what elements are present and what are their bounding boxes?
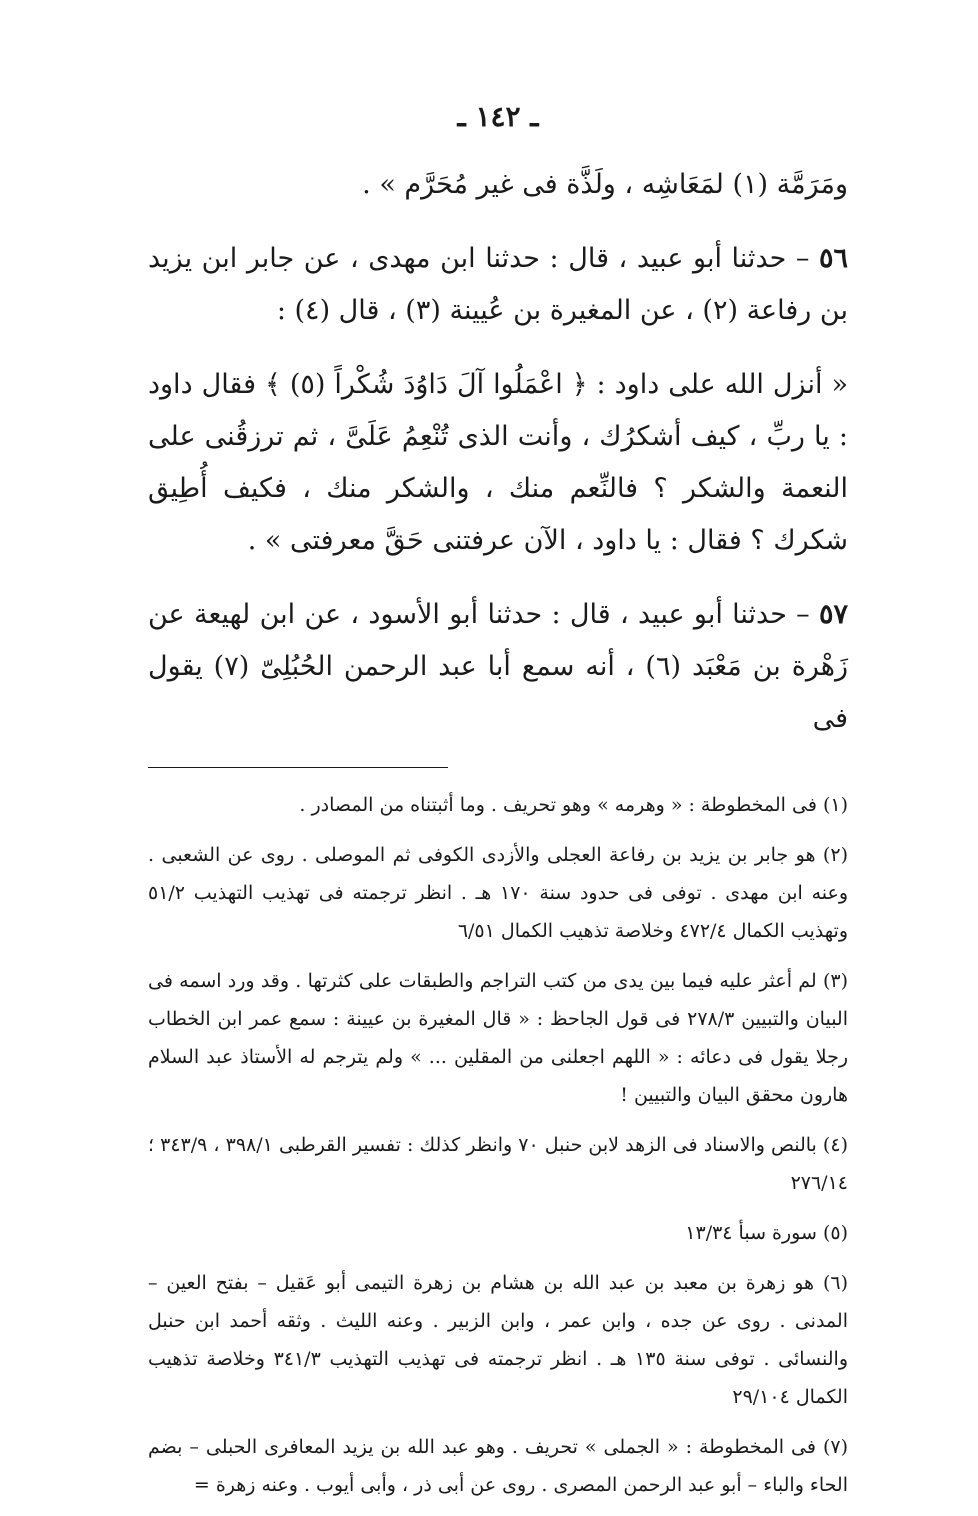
footnote: (٢) هو جابر بن يزيد بن رفاعة العجلى والأزدى الكوفى ثم الموصلى . روى عن الشعبى . وعنه ابن مهدى . توفى فى حدود سنة ١٧٠ هـ . انظر ترجمته فى تهذيب التهذيب ٥١/٢ وتهذيب الكمال ٤٧٢/٤ وخلاصة تذهيب الكمال ٦/٥١ xyxy=(148,844,848,942)
footnote: (٤) بالنص والاسناد فى الزهد لابن حنبل ٧٠ وانظر كذلك : تفسير القرطبى ٣٩٨/١ ، ٣٤٣/٩ ؛ ٢٧٦/١٤ xyxy=(148,1134,848,1194)
footnotes xyxy=(148,786,848,1504)
footnote: (٦) هو زهرة بن معبد بن عبد الله بن هشام بن زهرة التيمى أبو عَقيل – بفتح العين – المدنى . روى عن جده ، وابن عمر ، وابن الزبير . وعنه الليث . وثقه أحمد ابن حنبل والنسائى . توفى سنة ١٣٥ هـ . انظر ترجمته فى تهذيب التهذيب ٣٤١/٣ وخلاصة تذهيب الكمال ٢٩/١٠٤ xyxy=(148,1272,849,1408)
hadith-number: ٥٦ xyxy=(818,243,848,274)
hadith-isnad: – حدثنا أبو عبيد ، قال : حدثنا أبو الأسود ، عن ابن لهيعة عن زَهْرة بن مَعْبَد (٦) ، أنه سمع أبا عبد الرحمن الحُبُلِىّ (٧) يقول فى xyxy=(148,599,849,734)
page-number: ـ ١٤٢ ـ xyxy=(457,100,539,133)
footnote: (١) فى المخطوطة : « وهرمه » وهو تحريف . وما أثبتناه من المصادر . xyxy=(299,794,848,816)
hadith-number: ٥٧ xyxy=(819,599,849,630)
hadith-isnad: – حدثنا أبو عبيد ، قال : حدثنا ابن مهدى ، عن جابر ابن يزيد بن رفاعة (٢) ، عن المغيرة بن عُيينة (٣) ، قال (٤) : xyxy=(148,243,848,326)
main-text xyxy=(148,159,848,745)
hadith-57 xyxy=(148,589,848,745)
book-page xyxy=(148,100,848,1516)
hadith-56 xyxy=(148,233,848,337)
hadith-56-matn: « أنزل الله على داود : ﴿ اعْمَلُوا آلَ دَاوُدَ شُكْراً (٥) ﴾ فقال داود : يا ربِّ ، كيف أشكرُك ، وأنت الذى تُنْعِمُ عَلَىَّ ، ثم ترزقُنى على النعمة والشكر ؟ فالنِّعم منك ، والشكر منك ، فكيف أُطِيق شكرك ؟ فقال : يا داود ، الآن عرفتنى حَقَّ معرفتى » . xyxy=(148,369,848,556)
footnote: (٥) سورة سبأ ١٣/٣٤ xyxy=(685,1222,848,1244)
footnote: (٣) لم أعثر عليه فيما بين يدى من كتب التراجم والطبقات على كثرتها . وقد ورد اسمه فى البيان والتبيين ٢٧٨/٣ فى قول الجاحظ : « قال المغيرة بن عيينة : سمع عمر ابن الخطاب رجلا يقول فى دعائه : « اللهم اجعلنى من المقلين ... » ولم يترجم له الأستاذ عبد السلام هارون محقق البيان والتبيين ! xyxy=(148,970,848,1106)
footnote-separator xyxy=(148,767,448,768)
continuation-line: ومَرَمَّة (١) لمَعَاشِه ، ولَذَّة فى غير مُحَرَّم » . xyxy=(362,169,848,200)
footnote: (٧) فى المخطوطة : « الجملى » تحريف . وهو عبد الله بن يزيد المعافرى الحبلى – بضم الحاء والباء – أبو عبد الرحمن المصرى . روى عن أبى ذر ، وأبى أيوب . وعنه زهرة = xyxy=(148,1436,848,1496)
